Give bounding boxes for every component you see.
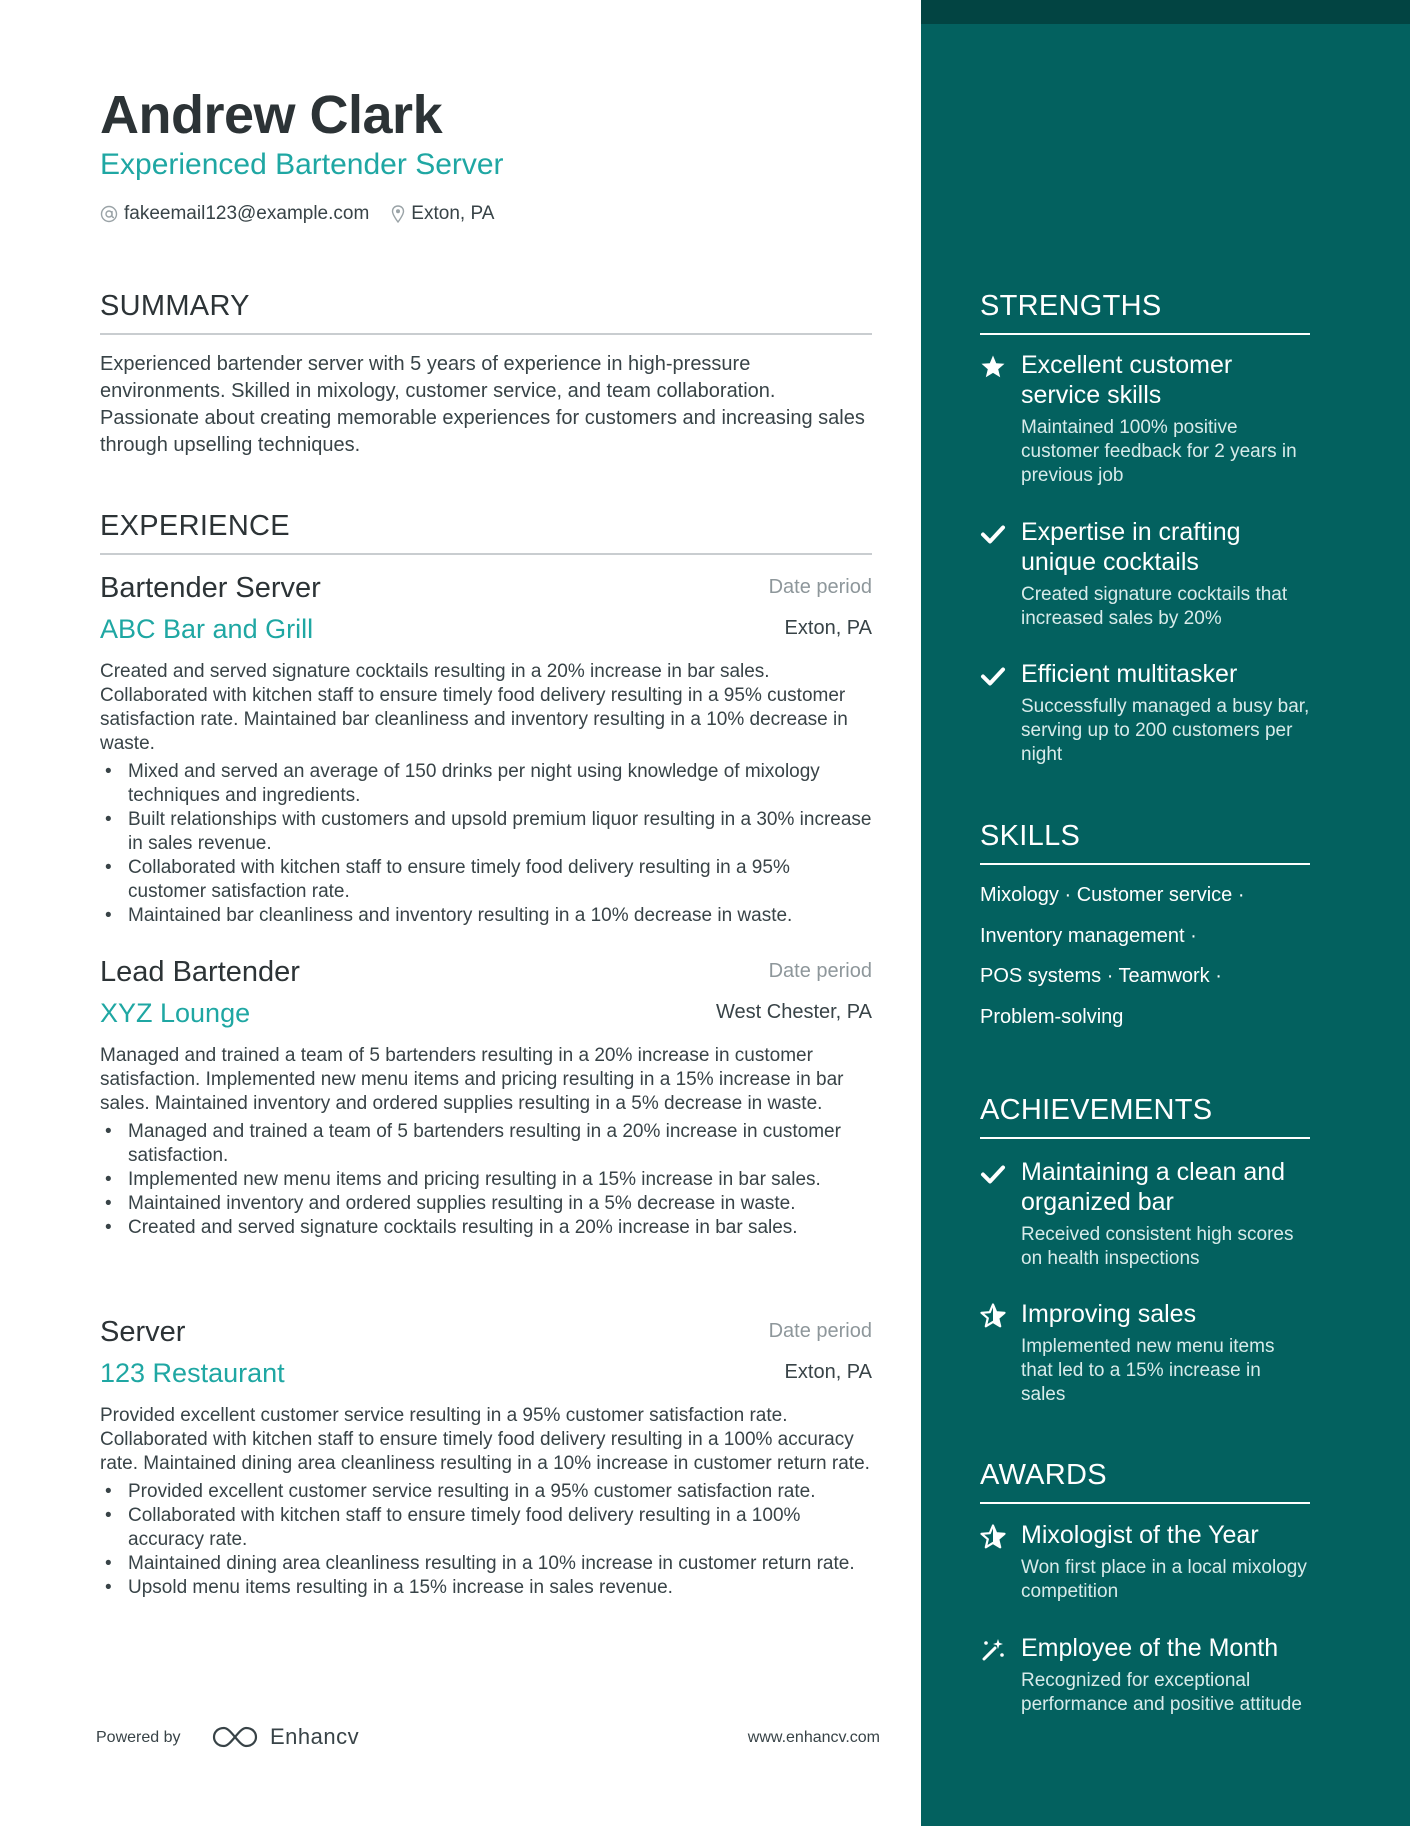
website-link[interactable]: www.enhancv.com — [747, 1729, 880, 1746]
job-location: Exton, PA — [784, 1361, 872, 1383]
award-item — [980, 1633, 1310, 1717]
job-bullet: • Built relationships with customers and upsold premium liquor resulting in a 30% increase in sales revenue. — [100, 808, 872, 856]
strength-description: Maintained 100% positive customer feedback for 2 years in previous job — [1021, 417, 1297, 486]
job-bullet: • Maintained bar cleanliness and inventory resulting in a 10% decrease in waste. — [100, 904, 872, 928]
job-entry — [100, 572, 872, 928]
job-bullets — [100, 1480, 872, 1600]
candidate-name: Andrew Clark — [100, 85, 443, 145]
award-description: Recognized for exceptional performance and positive attitude — [1021, 1670, 1302, 1715]
achievement-description: Implemented new menu items that led to a 15% increase in sales — [1021, 1336, 1275, 1405]
strength-description: Created signature cocktails that increased sales by 20% — [1021, 584, 1288, 629]
award-title: Employee of the Month — [1021, 1634, 1279, 1662]
email-text: fakeemail123@example.com — [124, 203, 370, 224]
job-company: ABC Bar and Grill — [100, 614, 314, 644]
summary-heading: SUMMARY — [100, 290, 872, 335]
job-bullet: • Created and served signature cocktails resulting in a 20% increase in bar sales. — [100, 1216, 872, 1240]
summary-text: Experienced bartender server with 5 years of experience in high-pressure environments. Skilled in mixology, customer service, and team collaboration. Passionate about creating memorable experiences for customers and increasing sales through upselling techniques. — [100, 353, 865, 456]
check-icon — [980, 663, 1006, 689]
strength-item — [980, 659, 1310, 767]
job-company: 123 Restaurant — [100, 1358, 285, 1388]
job-description: Managed and trained a team of 5 bartenders resulting in a 20% increase in customer satisfaction. Implemented new menu items and pricing resulting in a 15% increase in bar sales. Maintained inventory and ordered supplies resulting in a 5% decrease in waste. — [100, 1045, 844, 1114]
job-role: Bartender Server — [100, 572, 321, 604]
job-date: Date period — [768, 1320, 872, 1342]
check-icon — [980, 1161, 1006, 1187]
location-contact — [391, 203, 494, 225]
location-text: Exton, PA — [411, 203, 495, 224]
award-item — [980, 1520, 1310, 1604]
achievements-heading: ACHIEVEMENTS — [980, 1094, 1310, 1139]
job-bullets — [100, 760, 872, 928]
award-description: Won first place in a local mixology competition — [1021, 1557, 1307, 1602]
job-bullet: • Managed and trained a team of 5 bartenders resulting in a 20% increase in customer satisfaction. — [100, 1120, 872, 1168]
experience-heading: EXPERIENCE — [100, 510, 872, 555]
job-bullet: • Upsold menu items resulting in a 15% increase in sales revenue. — [100, 1576, 872, 1600]
sidebar-top-bar — [921, 0, 1410, 24]
achievement-title: Maintaining a clean and organized bar — [1021, 1158, 1286, 1216]
job-location: West Chester, PA — [716, 1001, 872, 1023]
achievement-item — [980, 1157, 1310, 1271]
job-bullet: • Maintained inventory and ordered supplies resulting in a 5% decrease in waste. — [100, 1192, 872, 1216]
strength-title: Efficient multitasker — [1021, 660, 1238, 688]
achievement-title: Improving sales — [1021, 1300, 1197, 1328]
skills-row: POS systems · Teamwork · — [980, 965, 1222, 987]
award-title: Mixologist of the Year — [1021, 1521, 1259, 1549]
job-bullet: • Provided excellent customer service resulting in a 95% customer satisfaction rate. — [100, 1480, 872, 1504]
strength-title: Expertise in crafting unique cocktails — [1021, 518, 1241, 576]
job-date: Date period — [768, 960, 872, 982]
contact-info — [100, 203, 516, 225]
job-bullet: • Collaborated with kitchen staff to ensure timely food delivery resulting in a 95% customer satisfaction rate. — [100, 856, 872, 904]
strength-item — [980, 350, 1310, 488]
skills-row: Mixology · Customer service · — [980, 884, 1245, 906]
achievement-description: Received consistent high scores on health inspections — [1021, 1224, 1294, 1269]
skills-row: Problem-solving — [980, 1005, 1124, 1028]
job-entry — [100, 1316, 872, 1600]
job-bullet: • Maintained dining area cleanliness resulting in a 10% increase in customer return rate. — [100, 1552, 872, 1576]
awards-heading: AWARDS — [980, 1459, 1310, 1504]
at-icon — [100, 205, 118, 223]
skills-heading: SKILLS — [980, 820, 1310, 865]
achievement-item — [980, 1299, 1310, 1407]
sidebar — [921, 0, 1410, 1826]
job-description: Provided excellent customer service resulting in a 95% customer satisfaction rate. Collaborated with kitchen staff to ensure timely food delivery resulting in a 100% accuracy rate. Maintained dining area cleanliness resulting in a 10% increase in customer return rate. — [100, 1405, 870, 1474]
job-bullet: • Mixed and served an average of 150 drinks per night using knowledge of mixology techniques and ingredients. — [100, 760, 872, 808]
wand-icon — [980, 1637, 1006, 1663]
job-role: Server — [100, 1316, 186, 1348]
star-icon — [980, 354, 1006, 380]
email-contact[interactable] — [100, 203, 369, 225]
job-bullet: • Collaborated with kitchen staff to ensure timely food delivery resulting in a 100% accuracy rate. — [100, 1504, 872, 1552]
strength-description: Successfully managed a busy bar, serving up to 200 customers per night — [1021, 696, 1310, 765]
job-location: Exton, PA — [784, 617, 872, 639]
job-description: Created and served signature cocktails resulting in a 20% increase in bar sales. Collaborated with kitchen staff to ensure timely food delivery resulting in a 95% customer satisfaction rate. Maintained bar cleanliness and inventory resulting in a 10% decrease in waste. — [100, 661, 848, 754]
brand-name: Enhancv — [270, 1724, 360, 1749]
star-outline-icon — [980, 1303, 1006, 1329]
job-role: Lead Bartender — [100, 956, 300, 988]
footer — [96, 1724, 880, 1754]
strength-title: Excellent customer service skills — [1021, 351, 1233, 409]
check-icon — [980, 521, 1006, 547]
star-outline-icon — [980, 1524, 1006, 1550]
strengths-heading: STRENGTHS — [980, 290, 1310, 335]
candidate-title: Experienced Bartender Server — [100, 148, 504, 181]
enhancv-logo[interactable] — [212, 1724, 359, 1750]
job-bullets — [100, 1120, 872, 1240]
skills-row: Inventory management · — [980, 924, 1197, 947]
powered-by-label: Powered by — [96, 1729, 181, 1746]
job-bullet: • Implemented new menu items and pricing resulting in a 15% increase in bar sales. — [100, 1168, 872, 1192]
location-pin-icon — [391, 205, 405, 223]
strength-item — [980, 517, 1310, 631]
job-entry — [100, 956, 872, 1240]
job-date: Date period — [768, 576, 872, 598]
job-company: XYZ Lounge — [100, 998, 251, 1028]
enhancv-logo-icon — [212, 1724, 258, 1750]
skills-list — [980, 883, 1310, 1045]
